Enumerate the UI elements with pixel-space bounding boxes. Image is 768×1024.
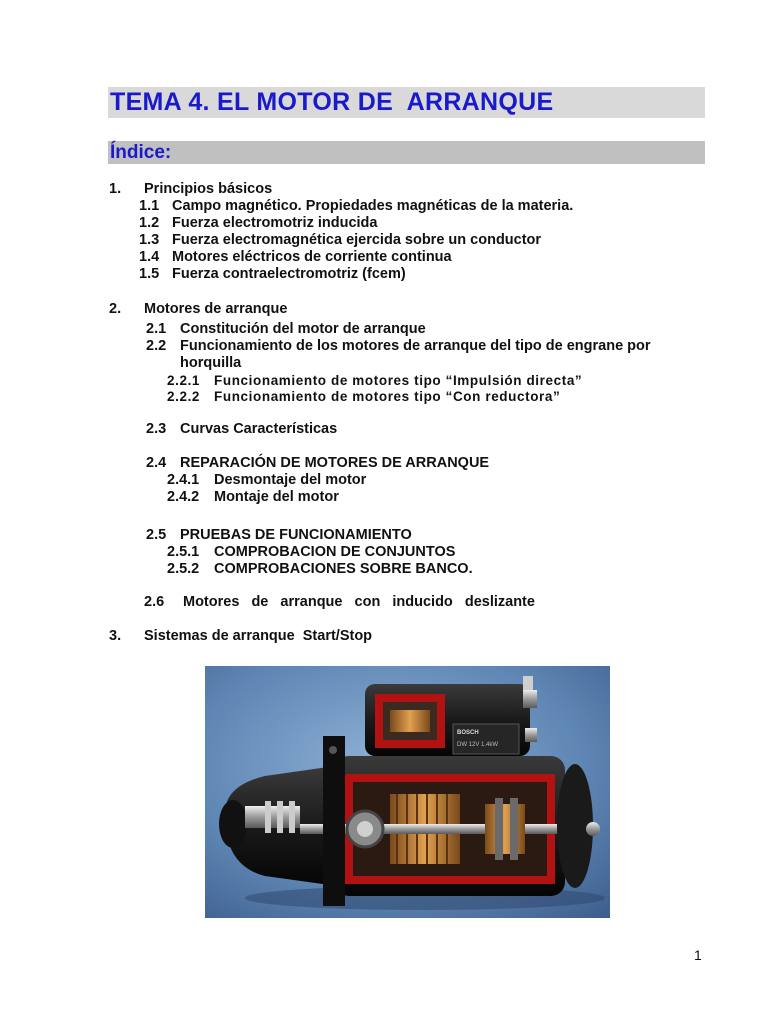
toc-item-1: 1. Principios básicos [109,181,273,197]
index-heading: Índice: [110,142,172,163]
toc-item-2-3: 2.3 Curvas Características [146,421,338,437]
starter-motor-photo [205,666,610,918]
toc-item-2: 2. Motores de arranque [109,301,288,317]
toc-item-1-4: 1.4 Motores eléctricos de corriente continua [139,249,452,265]
toc-item-2-6: 2.6 Motores de arranque con inducido deslizante [144,594,535,610]
index-heading-bar [108,141,705,164]
toc-item-1-1: 1.1 Campo magnético. Propiedades magnéticas de la materia. [139,198,574,214]
toc-item-1-3: 1.3 Fuerza electromagnética ejercida sobre un conductor [139,232,542,248]
toc-item-2-5: 2.5 PRUEBAS DE FUNCIONAMIENTO [146,527,412,543]
brand-label: BOSCH [457,730,479,736]
document-title: TEMA 4. EL MOTOR DE ARRANQUE [110,88,554,116]
page-number: 1 [694,947,702,963]
toc-item-2-1: 2.1 Constitución del motor de arranque [146,321,426,337]
toc-item-2-5-1: 2.5.1 COMPROBACION DE CONJUNTOS [167,544,456,560]
toc-item-2-2-2: 2.2.2 Funcionamiento de motores tipo “Con reductora” [167,389,561,404]
toc-item-2-2-1: 2.2.1 Funcionamiento de motores tipo “Impulsión directa” [167,373,583,388]
toc-item-3: 3. Sistemas de arranque Start/Stop [109,628,373,644]
toc-item-2-2: 2.2 Funcionamiento de los motores de arranque del tipo de engrane por [146,338,651,354]
toc-item-2-2-continued: horquilla [180,355,242,371]
toc-item-2-5-2: 2.5.2 COMPROBACIONES SOBRE BANCO. [167,561,473,577]
toc-item-2-4: 2.4 REPARACIÓN DE MOTORES DE ARRANQUE [146,455,490,471]
toc-item-1-5: 1.5 Fuerza contraelectromotriz (fcem) [139,266,406,282]
toc-item-2-4-1: 2.4.1 Desmontaje del motor [167,472,367,488]
toc-item-2-4-2: 2.4.2 Montaje del motor [167,489,339,505]
rating-label: DW 12V 1.4kW [457,742,499,748]
toc-item-1-2: 1.2 Fuerza electromotriz inducida [139,215,378,231]
title-bar [108,87,705,118]
